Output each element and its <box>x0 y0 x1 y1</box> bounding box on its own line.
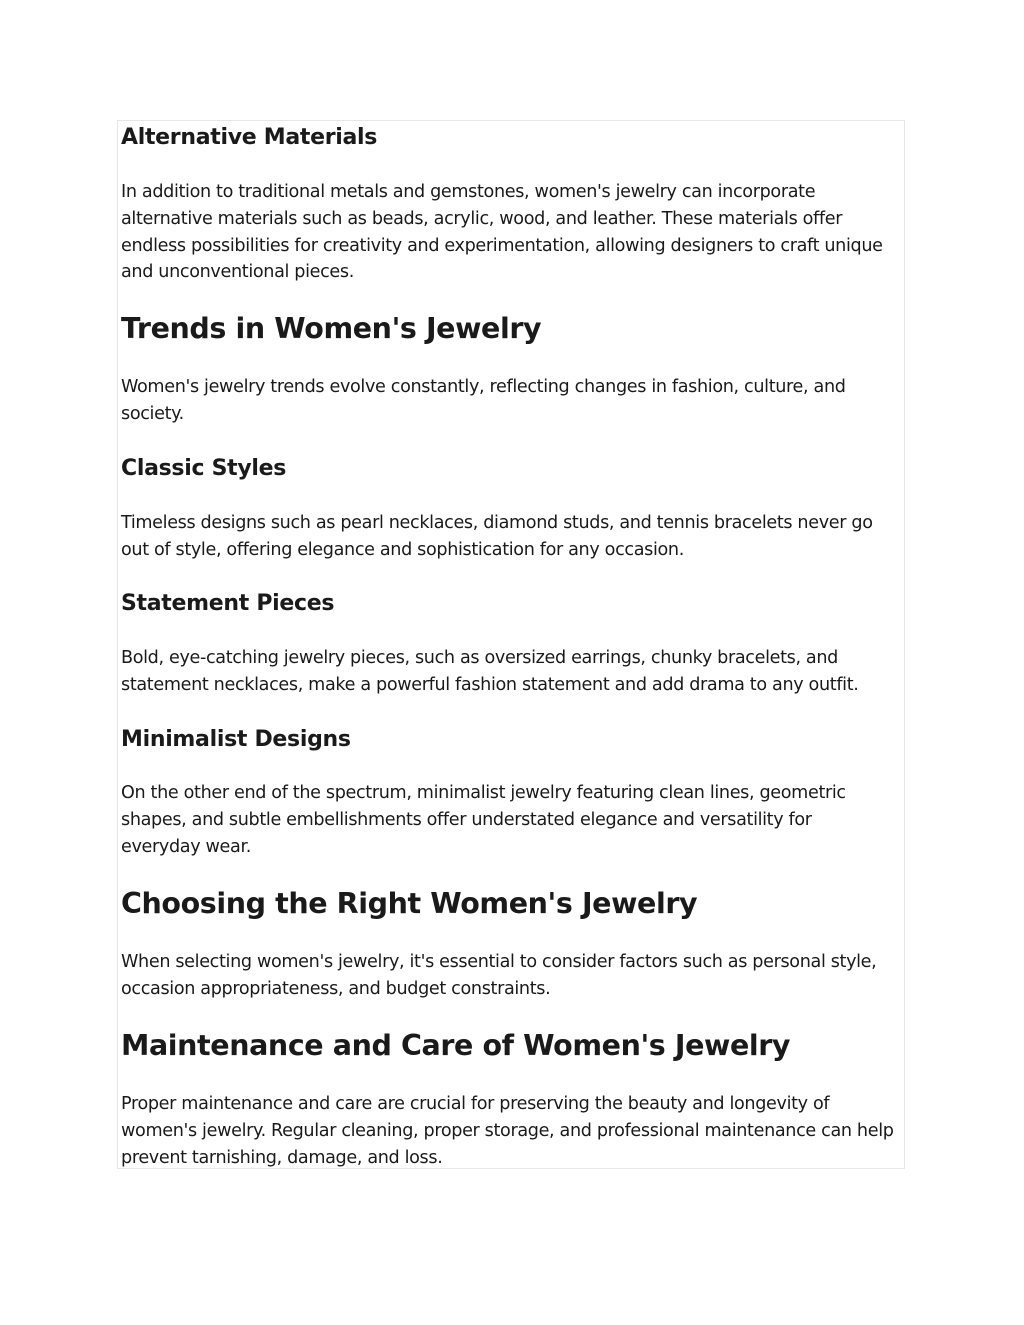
section-heading-statement-pieces: Statement Pieces <box>121 591 335 616</box>
section-body-classic-styles: Timeless designs such as pearl necklaces, diamond studs, and tennis bracelets never go out of style, offering elegance and sophistication for any occasion. <box>121 513 873 560</box>
section-heading-classic-styles: Classic Styles <box>121 456 287 481</box>
section-heading-trends: Trends in Women's Jewelry <box>121 312 542 345</box>
section-body-trends: Women's jewelry trends evolve constantly, reflecting changes in fashion, culture, and society. <box>121 377 846 424</box>
section-heading-maintenance: Maintenance and Care of Women's Jewelry <box>121 1029 791 1062</box>
section-body-minimalist-designs: On the other end of the spectrum, minimalist jewelry featuring clean lines, geometric shapes, and subtle embellishments offer understated elegance and versatility for everyday wear. <box>121 783 846 857</box>
section-body-alternative-materials: In addition to traditional metals and gemstones, women's jewelry can incorporate alternative materials such as beads, acrylic, wood, and leather. These materials offer endless possibilities for creativity and experimentation, allowing designers to craft unique and unconventional pieces. <box>121 182 883 283</box>
section-body-statement-pieces: Bold, eye-catching jewelry pieces, such as oversized earrings, chunky bracelets, and statement necklaces, make a powerful fashion statement and add drama to any outfit. <box>121 648 859 695</box>
section-body-maintenance: Proper maintenance and care are crucial for preserving the beauty and longevity of women's jewelry. Regular cleaning, proper storage, and professional maintenance can help prevent tarnishing, damage, and loss. <box>121 1094 894 1168</box>
section-heading-choosing: Choosing the Right Women's Jewelry <box>121 887 698 920</box>
section-body-choosing: When selecting women's jewelry, it's essential to consider factors such as personal style, occasion appropriateness, and budget constraints. <box>121 952 877 999</box>
section-heading-minimalist-designs: Minimalist Designs <box>121 727 351 752</box>
section-heading-alternative-materials: Alternative Materials <box>121 125 378 150</box>
document-content <box>117 120 905 1169</box>
